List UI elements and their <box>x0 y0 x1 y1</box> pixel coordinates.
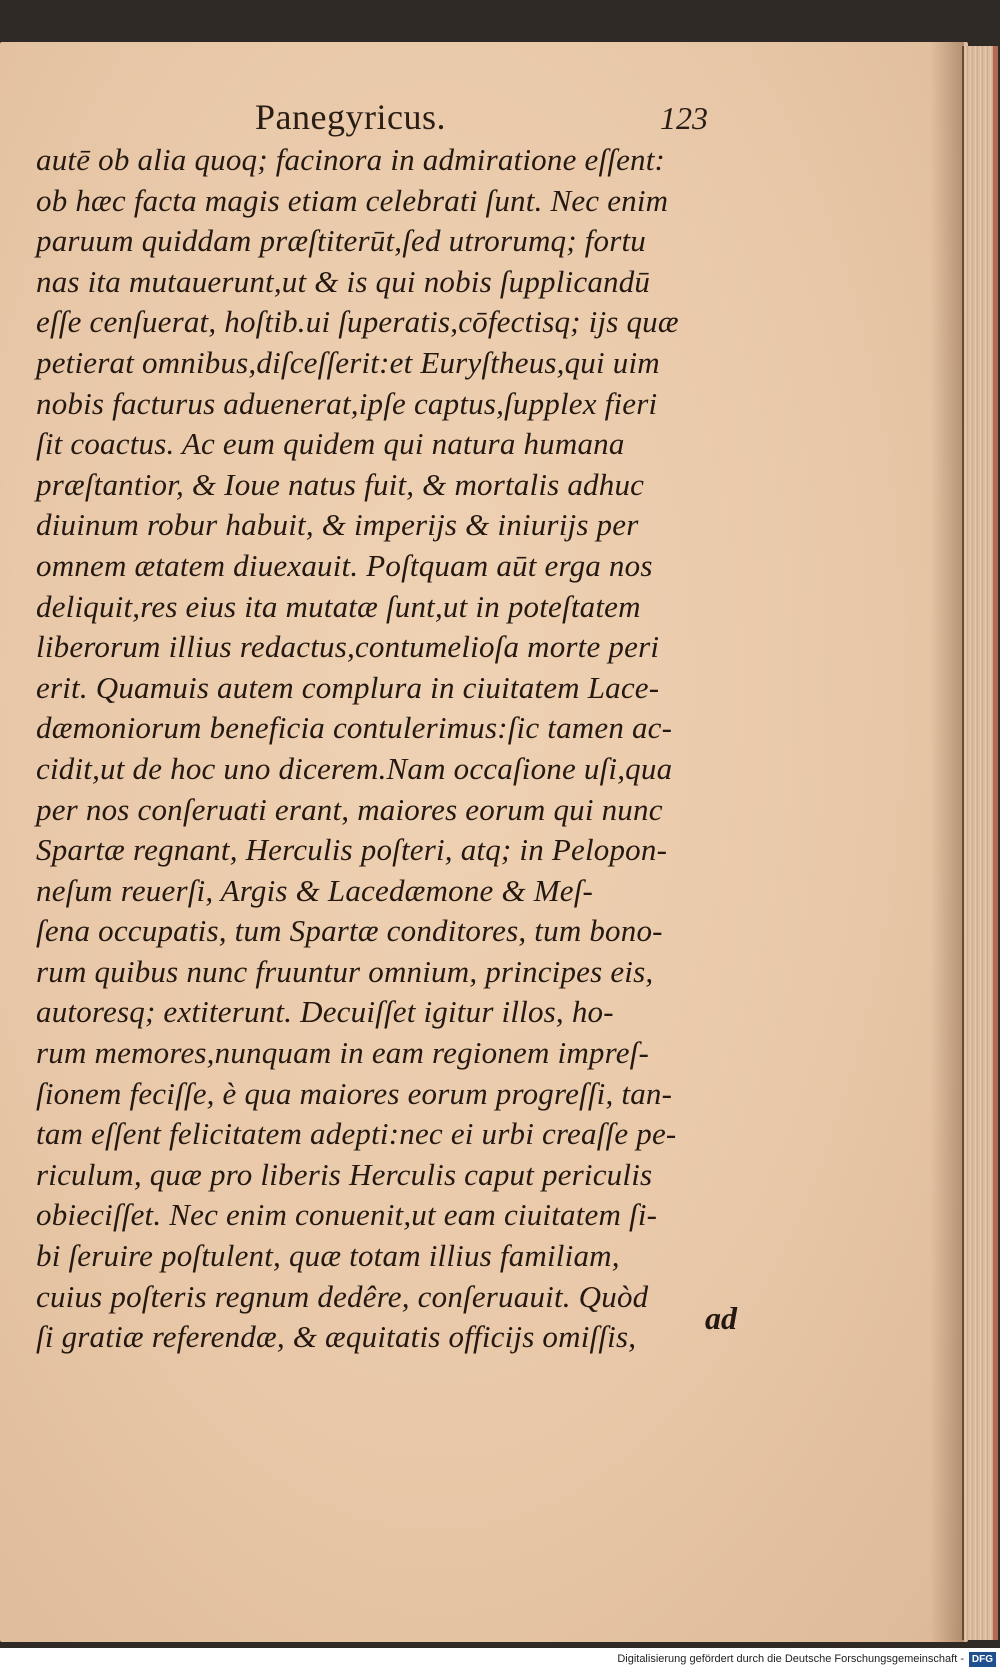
text-line: paruum quiddam præſtiterūt,ſed utrorumq; fortu <box>36 223 646 259</box>
text-line: cidit,ut de hoc uno dicerem.Nam occaſione uſi,qua <box>36 750 673 786</box>
text-line: ſi gratiæ referendæ, & æquitatis officijs omiſſis, <box>36 1319 637 1355</box>
digitization-footer <box>0 1648 1000 1672</box>
text-line: obieciſſet. Nec enim conuenit,ut eam ciuitatem ſi- <box>36 1197 658 1233</box>
text-line: rum memores,nunquam in eam regionem impreſ- <box>36 1035 650 1071</box>
text-line: Spartæ regnant, Herculis poſteri, atq; in Pelopon- <box>36 832 668 868</box>
text-line: petierat omnibus,diſceſſerit:et Euryſtheus,qui uim <box>36 344 660 380</box>
text-line: tam eſſent felicitatem adepti:nec ei urbi creaſſe pe- <box>36 1116 677 1152</box>
text-line: riculum, quæ pro liberis Herculis caput periculis <box>36 1156 653 1192</box>
text-line: bi ſeruire poſtulent, quæ totam illius familiam, <box>36 1238 620 1274</box>
text-line: liberorum illius redactus,contumelioſa morte peri <box>36 629 660 665</box>
text-line: per nos conſeruati erant, maiores eorum qui nunc <box>36 791 663 827</box>
text-line: ſena occupatis, tum Spartæ conditores, tum bono- <box>36 913 663 949</box>
text-line: omnem ætatem diuexauit. Poſtquam aūt erga nos <box>36 547 653 583</box>
text-line: nas ita mutauerunt,ut & is qui nobis ſupplicandū <box>36 263 651 299</box>
page-curve-shadow <box>930 42 964 1642</box>
text-line: deliquit,res eius ita mutatæ ſunt,ut in poteſtatem <box>36 588 641 624</box>
body-text <box>36 140 766 1358</box>
text-line: nobis facturus aduenerat,ipſe captus,ſupplex fieri <box>36 385 658 421</box>
text-line: ſit coactus. Ac eum quidem qui natura humana <box>36 426 625 462</box>
text-line: autoresq; extiterunt. Decuiſſet igitur illos, ho- <box>36 994 614 1030</box>
catchword: ad <box>705 1300 737 1336</box>
page-number: 123 <box>660 100 708 136</box>
text-line: rum quibus nunc fruuntur omnium, principes eis, <box>36 953 654 989</box>
text-line: eſſe cenſuerat, hoſtib.ui ſuperatis,cōfectisq; ijs quæ <box>36 304 679 340</box>
text-line: diuinum robur habuit, & imperijs & iniurijs per <box>36 507 639 543</box>
funding-credit: Digitalisierung gefördert durch die Deutsche Forschungsgemeinschaft - <box>617 1653 964 1665</box>
text-line: autē ob alia quoq; facinora in admiratione eſſent: <box>36 142 666 177</box>
text-line: neſum reuerſi, Argis & Lacedæmone & Meſ- <box>36 872 594 908</box>
page-header <box>0 96 968 146</box>
text-line: præſtantior, & Ioue natus fuit, & mortalis adhuc <box>36 466 645 502</box>
text-line: ſionem feciſſe, è qua maiores eorum progreſſi, tan- <box>36 1075 673 1111</box>
dfg-logo: DFG <box>969 1652 996 1667</box>
text-line: cuius poſteris regnum dedêre, conſeruauit. Quòd <box>36 1278 649 1314</box>
page-edges <box>962 46 998 1640</box>
text-line: erit. Quamuis autem complura in ciuitatem Lace- <box>36 669 660 705</box>
text-line: ob hæc facta magis etiam celebrati ſunt. Nec enim <box>36 182 669 218</box>
running-head: Panegyricus. <box>255 97 446 137</box>
text-line: dæmoniorum beneficia contulerimus:ſic tamen ac- <box>36 710 673 746</box>
